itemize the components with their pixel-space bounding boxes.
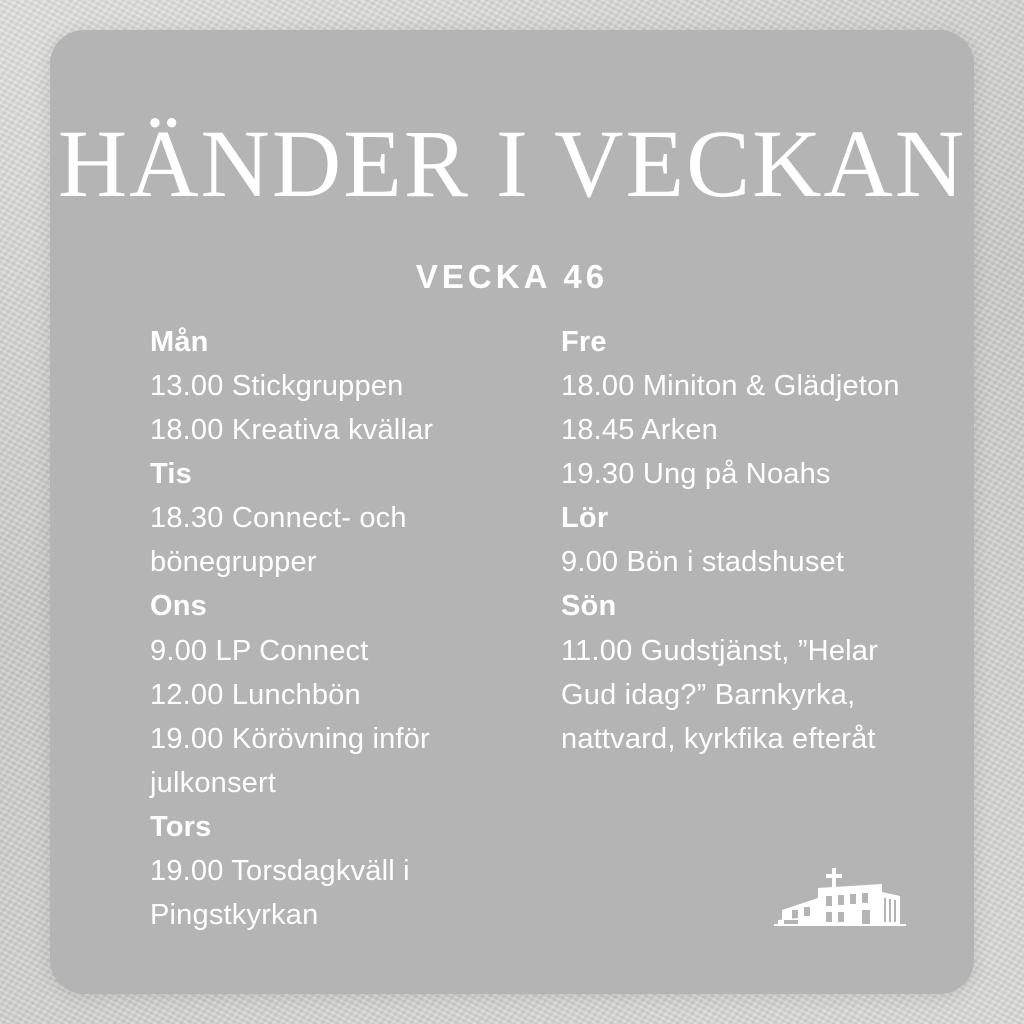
schedule-columns [150, 320, 914, 937]
event-item: 9.00 Bön i stadshuset [561, 546, 845, 579]
event-item: 11.00 Gudstjänst, ”Helar Gud idag?” Barnkyrka, nattvard, kyrkfika efteråt [561, 634, 878, 755]
day-heading: Tors [150, 810, 212, 843]
event-item: 19.30 Ung på Noahs [561, 458, 831, 491]
day-group [150, 452, 503, 584]
day-heading: Ons [150, 590, 207, 623]
day-heading: Fre [561, 326, 607, 358]
event-item: 19.00 Torsdagkväll i Pingstkyrkan [150, 854, 410, 932]
schedule-column-left [150, 320, 503, 937]
event-item: 18.45 Arken [561, 414, 718, 447]
day-heading: Lör [561, 502, 609, 535]
day-group [150, 584, 503, 804]
church-building-icon [722, 862, 912, 932]
day-heading: Mån [150, 326, 209, 358]
day-heading: Tis [150, 458, 192, 491]
week-subtitle: VECKA 46 [415, 258, 609, 295]
poster-card [50, 30, 974, 994]
event-item: 19.00 Körövning inför julkonsert [150, 722, 430, 799]
page-title: HÄNDER I VECKAN [57, 110, 967, 217]
event-item: 13.00 Stickgruppen [150, 370, 404, 403]
event-item: 18.30 Connect- och bönegrupper [150, 502, 407, 579]
day-group [561, 496, 914, 584]
event-item: 12.00 Lunchbön [150, 678, 361, 711]
day-group [561, 320, 914, 496]
event-item: 9.00 LP Connect [150, 634, 369, 667]
day-group [150, 805, 503, 937]
schedule-column-right [561, 320, 914, 937]
day-heading: Sön [561, 590, 617, 623]
day-group [561, 584, 914, 760]
event-item: 18.00 Miniton & Glädjeton [561, 370, 900, 403]
day-group [150, 320, 503, 452]
event-item: 18.00 Kreativa kvällar [150, 414, 434, 447]
